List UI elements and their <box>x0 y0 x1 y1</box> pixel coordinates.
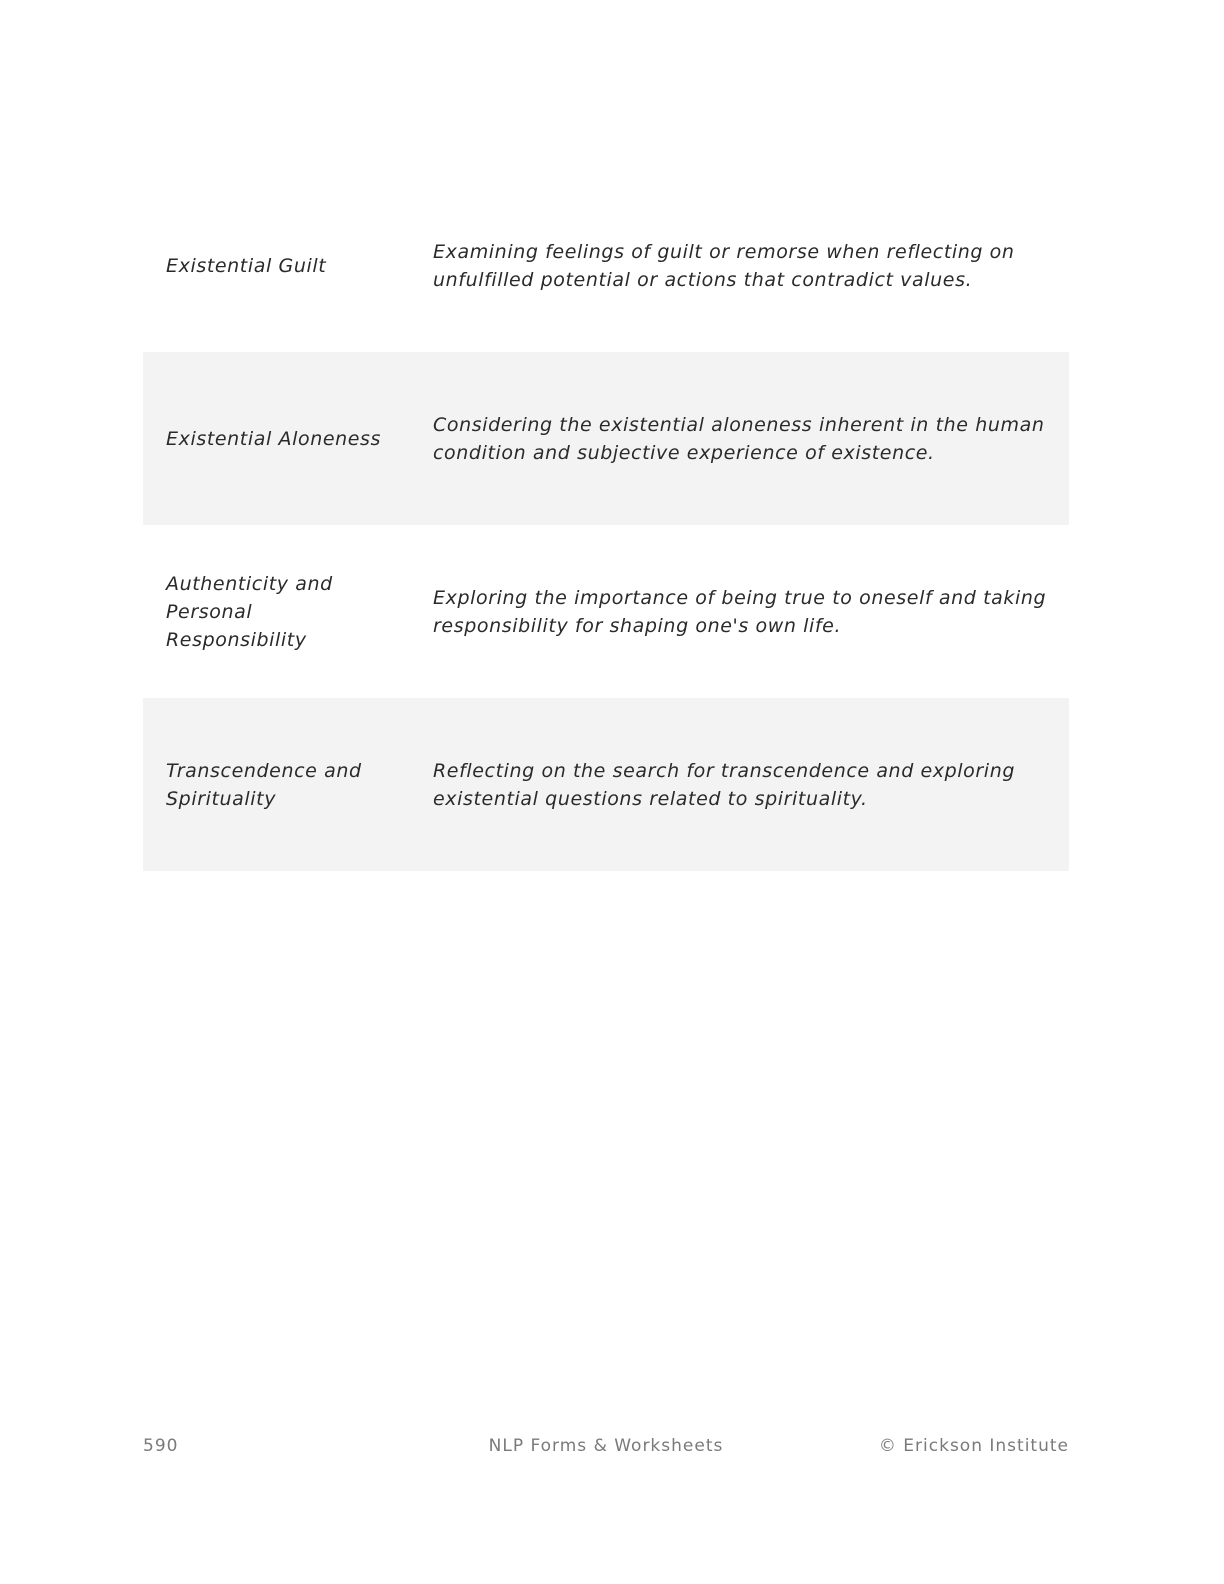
term-cell: Authenticity and Personal Responsibility <box>166 572 333 651</box>
table-row <box>143 525 1069 698</box>
term-cell: Existential Aloneness <box>166 427 382 450</box>
page-number: 590 <box>143 1436 179 1456</box>
table-row <box>143 179 1069 352</box>
description-cell: Considering the existential aloneness inherent in the human condition and subjective experience of existence. <box>433 413 1045 464</box>
themes-table <box>143 179 1069 871</box>
description-cell: Reflecting on the search for transcendence and exploring existential questions related to spirituality. <box>433 759 1015 810</box>
term-cell: Transcendence and Spirituality <box>166 759 362 810</box>
table-row <box>143 352 1069 525</box>
description-cell: Exploring the importance of being true to oneself and taking responsibility for shaping one's own life. <box>433 586 1047 637</box>
copyright-notice: © Erickson Institute <box>878 1436 1069 1456</box>
book-title: NLP Forms & Worksheets <box>488 1436 724 1456</box>
term-cell: Existential Guilt <box>166 254 327 277</box>
page-footer <box>143 1436 1069 1460</box>
table-row <box>143 698 1069 871</box>
description-cell: Examining feelings of guilt or remorse when reflecting on unfulfilled potential or actions that contradict values. <box>433 240 1015 291</box>
